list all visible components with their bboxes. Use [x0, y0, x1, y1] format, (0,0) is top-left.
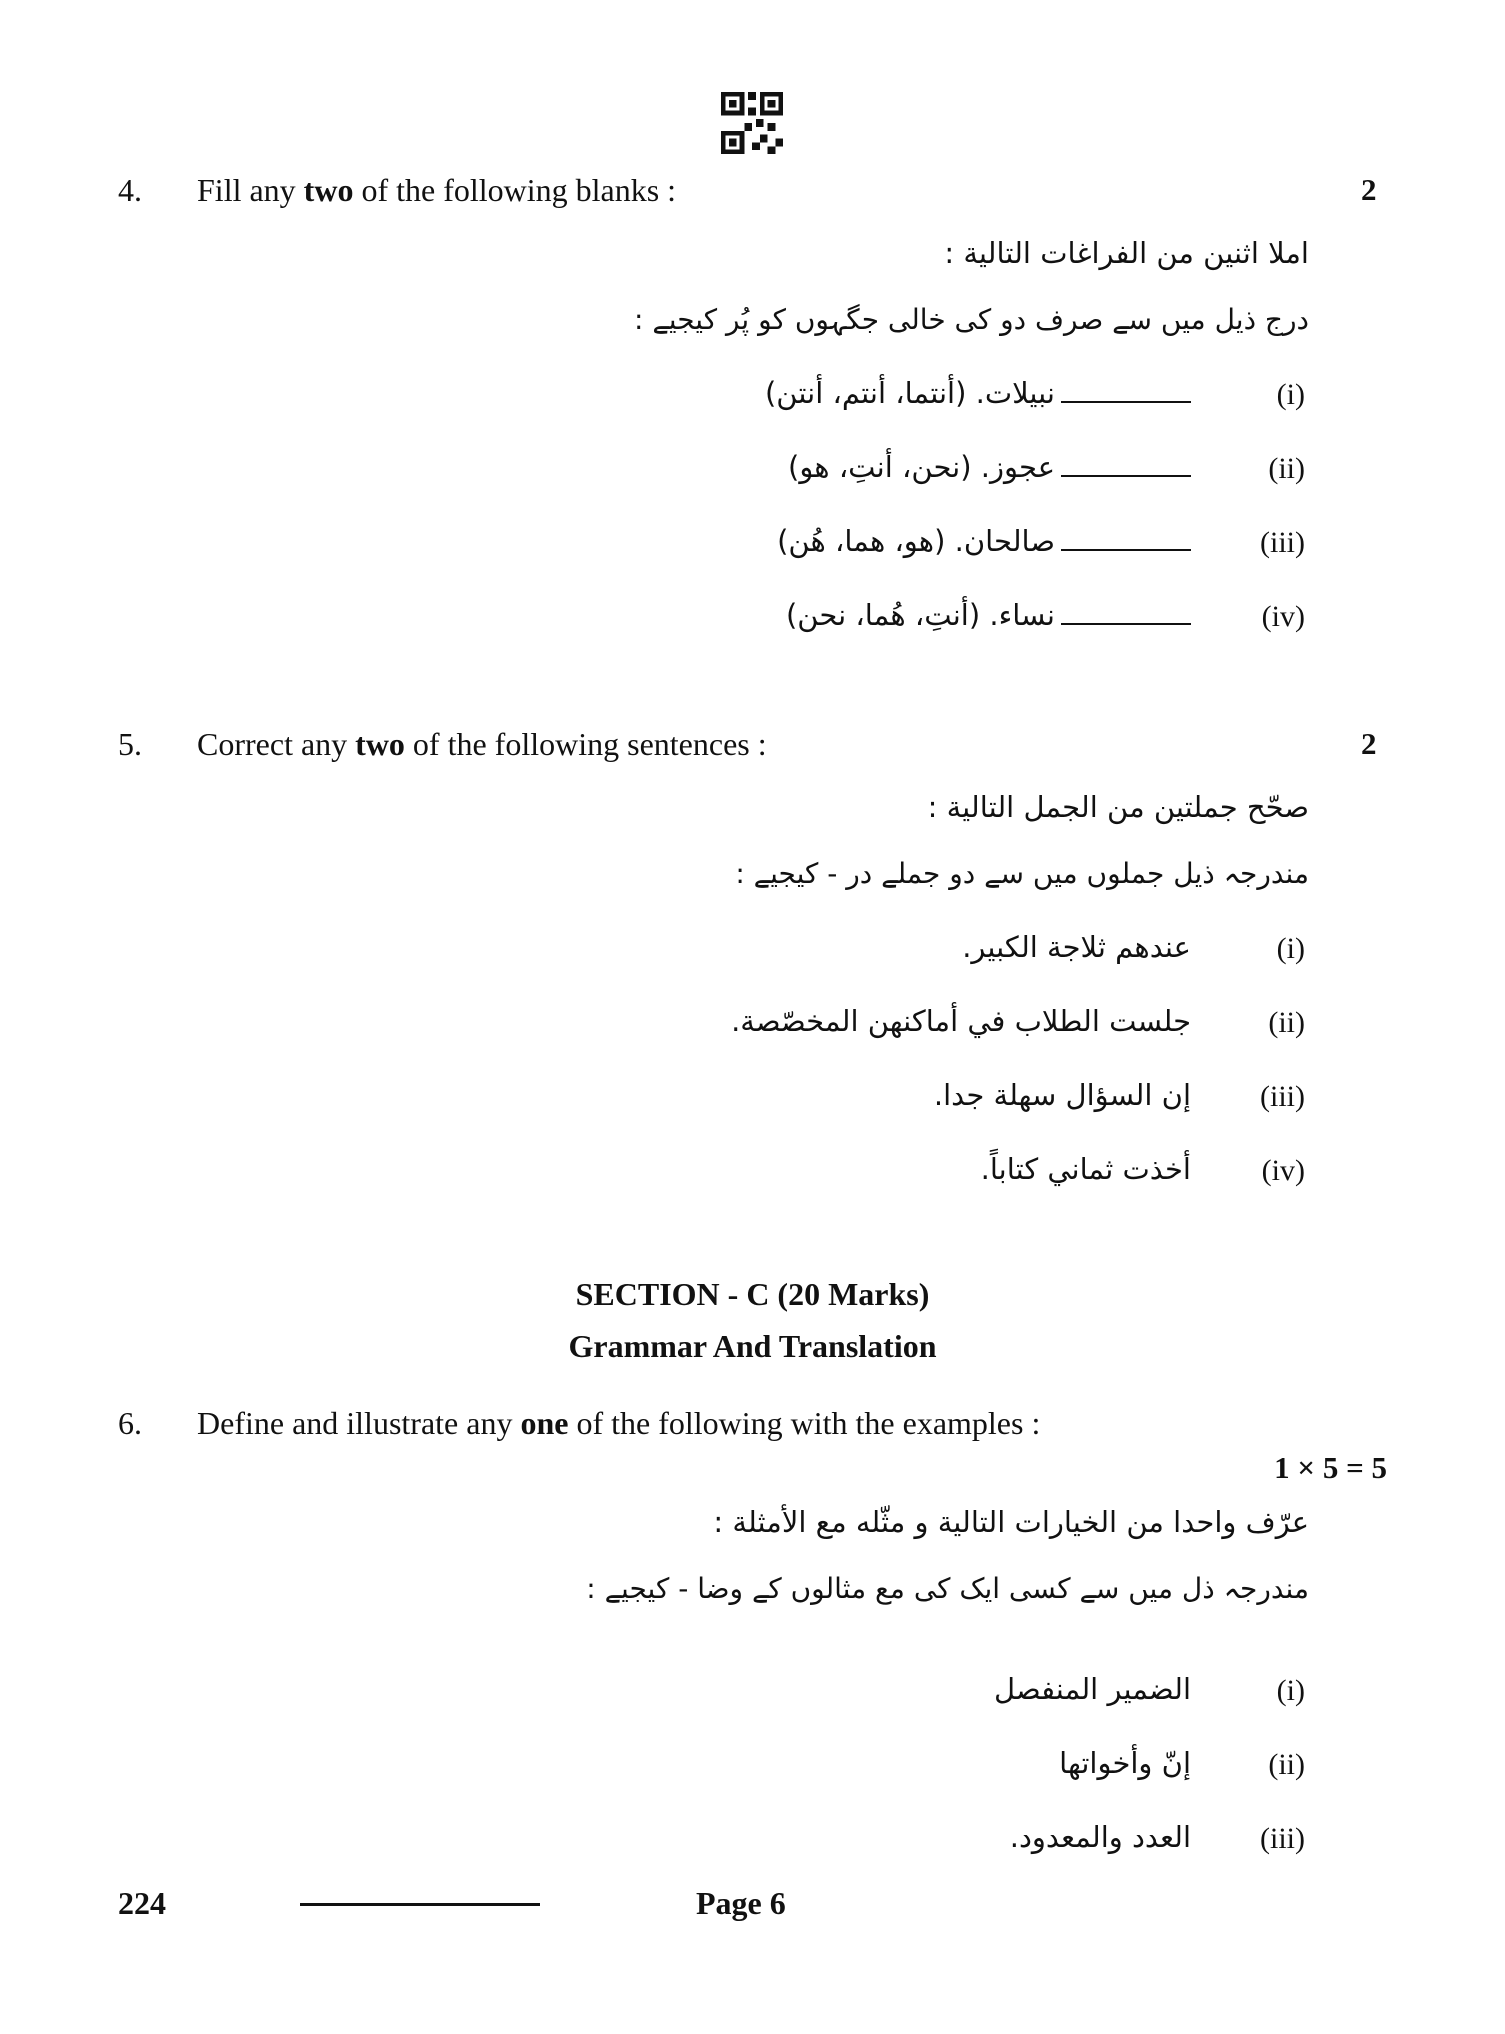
question-text — [197, 726, 767, 763]
question-text-part: Fill any — [197, 172, 304, 208]
question-number: 6. — [118, 1405, 142, 1441]
question-emphasis: two — [303, 172, 354, 208]
arabic-instruction: صحّح جملتين من الجمل التالية : — [927, 790, 1309, 824]
item-text: عندهم ثلاجة الكبير. — [962, 930, 1191, 964]
item-number: (iv) — [1261, 600, 1305, 633]
item-text: عجوز. (نحن، أنتِ، هو) — [788, 450, 1055, 484]
marks: 2 — [1361, 726, 1377, 761]
item-number: (ii) — [1268, 452, 1305, 485]
item-text: إنّ وأخواتها — [1059, 1746, 1191, 1780]
urdu-instruction: درج ذیل میں سے صرف دو کی خالی جگہوں کو پُر کیجیے : — [634, 303, 1309, 336]
item-number: (iii) — [1260, 526, 1305, 559]
blank-line — [1061, 475, 1191, 477]
arabic-instruction: املا اثنين من الفراغات التالية : — [944, 236, 1309, 270]
item-number: (iv) — [1261, 1154, 1305, 1187]
question-text — [197, 172, 676, 209]
question-text-part: Define and illustrate any — [197, 1405, 521, 1441]
question-number: 5. — [118, 726, 142, 762]
qr-code-icon — [720, 92, 784, 154]
item-text: الضمير المنفصل — [994, 1672, 1191, 1706]
item-number: (iii) — [1260, 1080, 1305, 1113]
item-number: (i) — [1276, 1674, 1305, 1707]
arabic-instruction: عرّف واحدا من الخيارات التالية و مثّله مع الأمثلة : — [713, 1505, 1309, 1539]
question-text-part: of the following sentences : — [404, 726, 767, 762]
blank-line — [1061, 401, 1191, 403]
question-text — [197, 1405, 1040, 1442]
item-text: نساء. (أنتِ، هُما، نحن) — [785, 598, 1055, 632]
urdu-instruction: مندرجہ ذل میں سے کسی ایک کی مع مثالوں کے وضا - کیجیے : — [586, 1572, 1309, 1605]
item-number: (ii) — [1268, 1006, 1305, 1039]
marks: 2 — [1361, 172, 1377, 207]
item-number: (i) — [1276, 378, 1305, 411]
item-number: (i) — [1276, 932, 1305, 965]
item-text: صالحان. (هو، هما، هُن) — [777, 524, 1055, 558]
blank-line — [1061, 623, 1191, 625]
footer-divider — [300, 1903, 540, 1906]
section-title: SECTION - C (20 Marks) — [575, 1276, 930, 1312]
list-item — [786, 598, 1191, 632]
item-number: (ii) — [1268, 1748, 1305, 1781]
item-text: جلست الطلاب في أماكنهن المخصّصة. — [731, 1004, 1191, 1038]
item-text: نبيلات. (أنتما، أنتم، أنتن) — [764, 376, 1055, 410]
question-emphasis: two — [355, 726, 405, 762]
page-number: Page 6 — [696, 1885, 786, 1921]
item-text: العدد والمعدود. — [1009, 1820, 1191, 1854]
question-text-part: of the following blanks : — [353, 172, 677, 208]
item-text: إن السؤال سهلة جدا. — [933, 1078, 1191, 1112]
list-item — [788, 450, 1191, 484]
marks: 1 × 5 = 5 — [1274, 1450, 1387, 1485]
question-text-part: of the following with the examples : — [568, 1405, 1041, 1441]
list-item — [777, 524, 1191, 558]
question-text-part: Correct any — [197, 726, 356, 762]
section-subtitle: Grammar And Translation — [568, 1328, 937, 1364]
list-item — [765, 376, 1191, 410]
blank-line — [1061, 549, 1191, 551]
item-text: أخذت ثماني كتاباً. — [980, 1152, 1191, 1186]
item-number: (iii) — [1260, 1822, 1305, 1855]
paper-code: 224 — [118, 1885, 166, 1921]
question-emphasis: one — [520, 1405, 569, 1441]
urdu-instruction: مندرجہ ذیل جملوں میں سے دو جملے در - کیجیے : — [735, 857, 1309, 890]
question-number: 4. — [118, 172, 142, 208]
